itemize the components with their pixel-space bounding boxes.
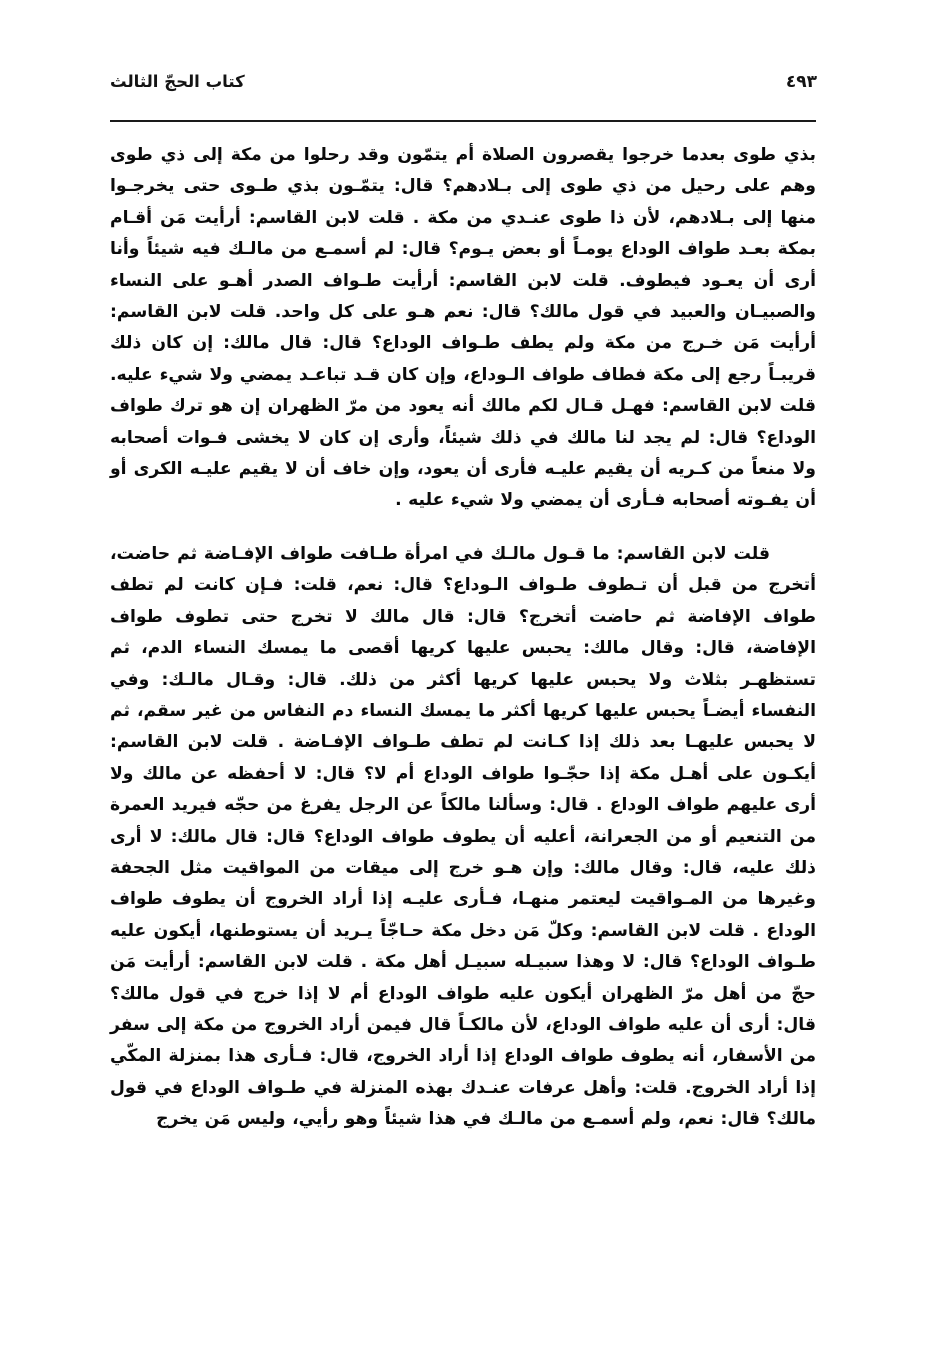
page-header [110, 72, 817, 92]
paragraph-1: بذي طوى بعدما خرجوا يقصرون الصلاة أم يتمّون وقد رحلوا من مكة إلى ذي طوى وهم على رحيل من ذي طوى إلى بـلادهم؟ قال: يتمّـون بذي طـوى حتى يخرجـوا منها إلى بـلادهم، لأن ذا طوى عنـدي من مكة . قلت لابن القاسم: أرأيت مَن أقـام بمكة بعـد طواف الوداع يومـاً أو بعض يـوم؟ قال: لم أسمـع من مالـك فيه شيئاً وأنا أرى أن يعـود فيطوف. قلت لابن القاسم: أرأيت طـواف الصدر أهـو على النساء والصبيـان والعبيد في قول مالك؟ قال: نعم هـو على كل واحد. قلت لابن القاسم: أرأيت مَن خـرج من مكة ولم يطف طـواف الوداع؟ قال: قال مالك: إن كان ذلك قريبـاً رجع إلى مكة فطاف طواف الـوداع، وإن كان قـد تباعـد يمضي ولا شيء عليه. قلت لابن القاسم: فهـل قـال لكم مالك أنه يعود من مرّ الظهران إن هو ترك طواف الوداع؟ قال: لم يجد لنا مالك في ذلك شيئاً، وأرى إن كان لا يخشى فـوات أصحابه ولا منعاً من كـريه أن يقيم عليـه فأرى أن يعود، وإن خاف أن لا يقيم عليـه الكرى أو أن يفـوته أصحابه فـأرى أن يمضي ولا شيء عليه . [110, 145, 816, 511]
header-divider [110, 120, 816, 122]
paragraph-2: قلت لابن القاسم: ما قـول مالـك في امرأة طـافت طواف الإفـاضة ثم حاضت، أتخرج من قبل أن تـطوف طـواف الـوداع؟ قال: نعم، قلت: فـإن كانت لم تطف طواف الإفاضة ثم حاضت أتخرج؟ قال: قال مالك لا تخرج حتى تطوف طواف الإفاضة، قال: وقال مالك: يحبس عليها كريها أقصى ما يمسك النساء الدم، ثم تستظهـر بثلاث ولا يحبس عليها كريها أكثر من ذلك. قال: وقـال مالـك: وفي النفساء أيضـاً يحبس عليها كريها أكثر ما يمسك النساء دم النفاس من غير سقم، ثم لا يحبس عليهـا بعد ذلك إذا كـانت لم تطف طـواف الإفـاضة . قلت لابن القاسم: أيكـون على أهـل مكة إذا حجّـوا طواف الوداع أم لا؟ قال: لا أحفظه عن مالك ولا أرى عليهم طواف الوداع . قال: وسألنا مالكاً عن الرجل يفرغ من حجّه فيريد العمرة من التنعيم أو من الجعرانة، أعليه أن يطوف طواف الوداع؟ قال: قال مالك: لا أرى ذلك عليه، قال: وقال مالك: وإن هـو خرج إلى ميقات من المواقيت مثل الجحفة وغيرها من المـواقيت ليعتمر منهـا، فـأرى عليـه إذا أراد الخروج أن يطوف طواف الوداع . قلت لابن القاسم: وكلّ مَن دخل مكة حـاجّاً يـريد أن يستوطنها، أيكون عليه طـواف الوداع؟ قال: لا وهذا سبيـله سبيـل أهل مكة . قلت لابن القاسم: أرأيت مَن حجّ من أهل مرّ الظهران أيكون عليه طواف الوداع أم لا إذا خرج في قول مالك؟ قال: أرى أن عليه طواف الوداع، لأن مالكـاً قال فيمن أراد الخروج من مكة إلى سفر من الأسفار، أنه يطوف طواف الوداع إذا أراد الخروج، قال: فـأرى هذا بمنزلة المكّي إذا أراد الخروج. قلت: وأهل عرفات عنـدك بهذه المنزلة في طـواف الوداع في قول مالك؟ قال: نعم، ولم أسمـع من مالـك في هذا شيئاً وهو رأيي، وليس مَن يخرج [110, 543, 816, 1130]
book-title: كتاب الحجّ الثالث [110, 72, 245, 91]
page-body [110, 140, 816, 1136]
page-number: ٤٩٣ [785, 72, 817, 92]
